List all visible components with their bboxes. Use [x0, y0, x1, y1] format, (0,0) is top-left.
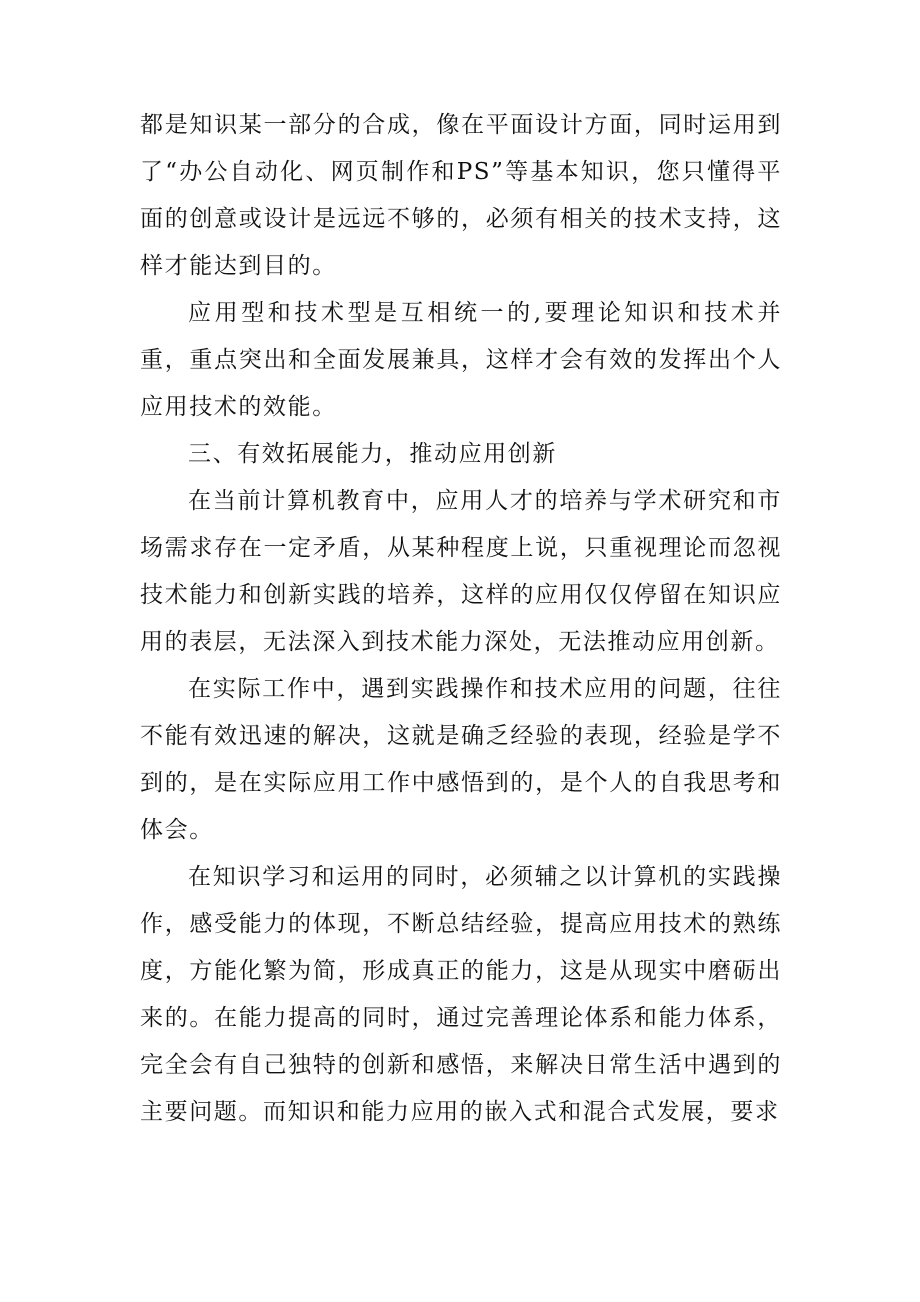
paragraph-continuation: 都是知识某一部分的合成，像在平面设计方面，同时运用到了“办公自动化、网页制作和PS”等基本知识，您只懂得平面的创意或设计是远远不够的，必须有相关的技术支持，这样才能达到目的。: [140, 112, 782, 279]
paragraph-application-technology: 应用型和技术型是互相统一的,要理论知识和技术并重，重点突出和全面发展兼具，这样才会有效的发挥出个人应用技术的效能。: [140, 300, 782, 420]
section-heading-three: 三、有效拓展能力，推动应用创新: [188, 441, 557, 467]
paragraph-computer-education: 在当前计算机教育中，应用人才的培养与学术研究和市场需求存在一定矛盾，从某种程度上说，只重视理论而忽视技术能力和创新实践的培养，这样的应用仅仅停留在知识应用的表层，无法深入到技术能力深处，无法推动应用创新。: [140, 488, 782, 655]
paragraph-practical-work: 在实际工作中，遇到实践操作和技术应用的问题，往往不能有效迅速的解决，这就是确乏经验的表现，经验是学不到的，是在实际应用工作中感悟到的，是个人的自我思考和体会。: [140, 676, 782, 843]
document-body: [140, 102, 782, 1136]
paragraph-knowledge-practice: 在知识学习和运用的同时，必须辅之以计算机的实践操作，感受能力的体现，不断总结经验，提高应用技术的熟练度，方能化繁为简，形成真正的能力，这是从现实中磨砺出来的。在能力提高的同时，通过完善理论体系和能力体系，完全会有自己独特的创新和感悟，来解决日常生活中遇到的主要问题。而知识和能力应用的嵌入式和混合式发展，要求: [140, 864, 782, 1125]
